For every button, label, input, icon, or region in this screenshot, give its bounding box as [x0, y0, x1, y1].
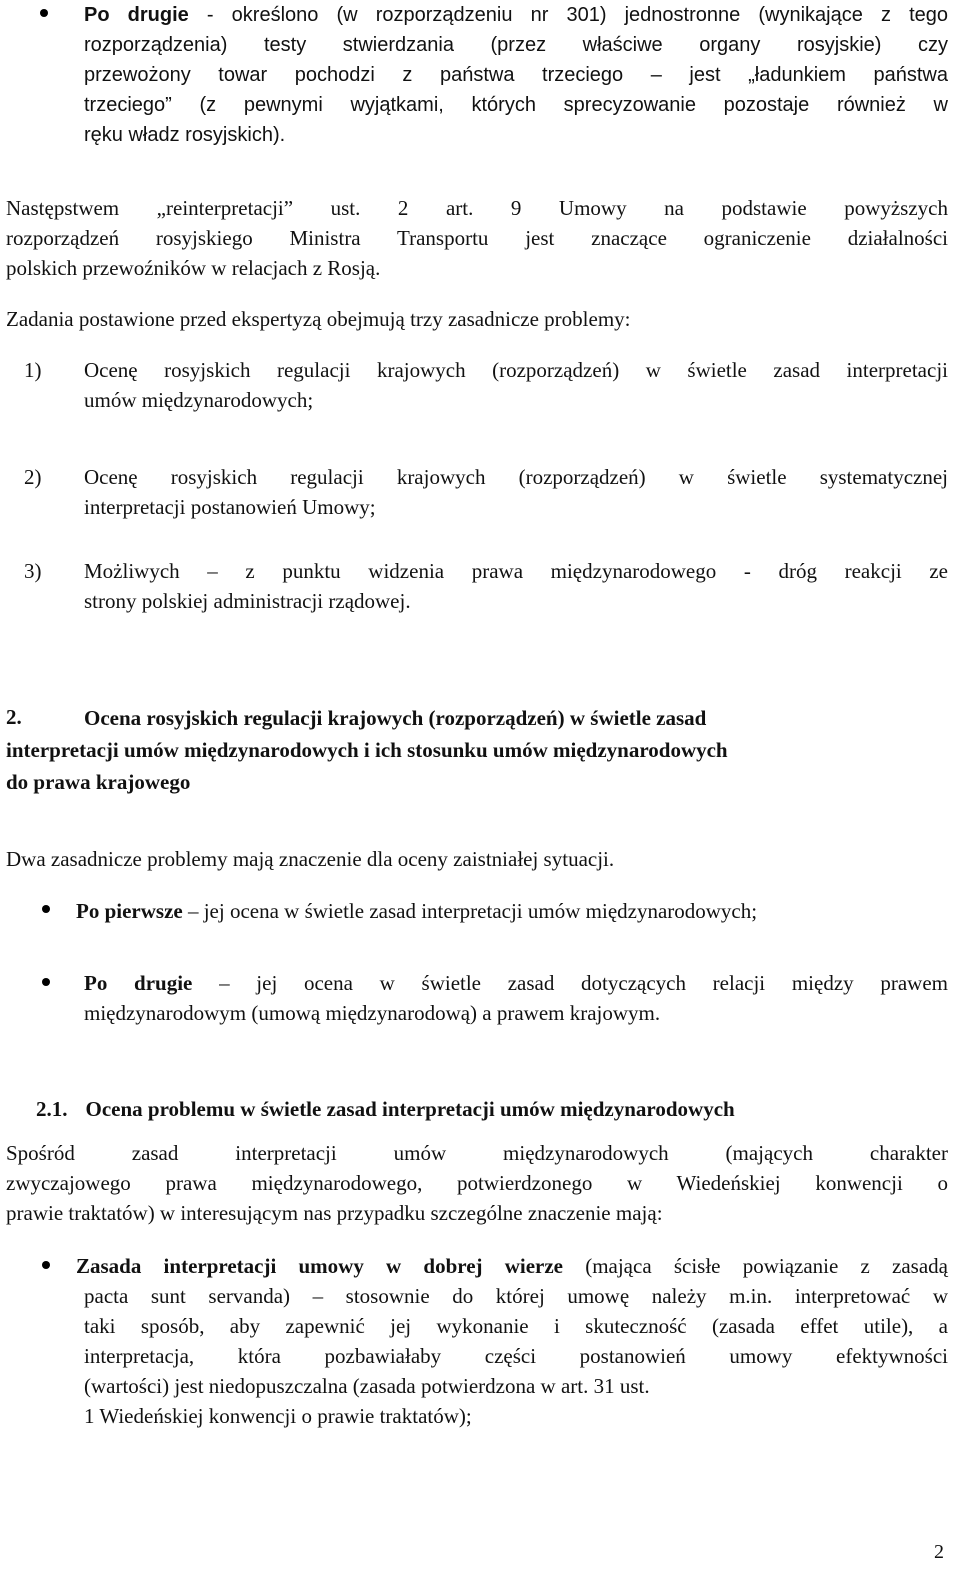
page-number: 2 [934, 1541, 944, 1563]
paragraph-sposrod: Spośród zasad interpretacji umów międzynarodowych (mających charakter zwyczajowego prawa międzynarodowego, potwierdzonego w Wiedeńskiej konwencji o prawie traktatów) w interesującym nas przypadku szczególne znaczenie mają: [6, 1141, 948, 1225]
bullet-icon [42, 1261, 50, 1269]
list-number: 3) [24, 559, 42, 583]
bullet-zasada-dobrej-wiary: Zasada interpretacji umowy w dobrej wierze (mająca ścisłe powiązanie z zasadą pacta sunt servanda) – stosownie do której umowę należy m.in. interpretować w taki sposób, aby zapewnić jej wykonanie i skuteczność (zasada effet utile), a interpretacja, która pozbawiałaby części postanowień umowy efektywności (wartości) jest niedopuszczalna (zasada potwierdzona w art. 31 ust. 1 Wiedeńskiej konwencji o prawie traktatów); [76, 1254, 948, 1428]
paragraph-nastepstwem: Następstwem „reinterpretacji” ust. 2 art. 9 Umowy na podstawie powyższych rozporządzeń rosyjskiego Ministra Transportu jest znaczące ograniczenie działalności polskich przewoźników w relacjach z Rosją. [6, 196, 948, 280]
list-item: Ocenę rosyjskich regulacji krajowych (rozporządzeń) w świetle systematycznej interpretacji postanowień Umowy; [84, 465, 948, 519]
paragraph-po-drugie-1: Po drugie - określono (w rozporządzeniu nr 301) jednostronne (wynikające z tego rozporządzenia) testy stwierdzania (przez właściwe organy rosyjskie) czy przewożony towar pochodzi z państwa trzeciego – jest „ładunkiem państwa trzeciego” (z pewnymi wyjątkami, których sprecyzowanie pozostaje również w ręku władz rosyjskich). [84, 4, 948, 146]
bullet-icon [42, 905, 50, 913]
list-item: Ocenę rosyjskich regulacji krajowych (rozporządzeń) w świetle zasad interpretacji umów międzynarodowych; [84, 358, 948, 412]
bullet-po-drugie: Po drugie – jej ocena w świetle zasad dotyczących relacji między prawem międzynarodowym (umową międzynarodową) a prawem krajowym. [84, 971, 948, 1025]
bullet-po-pierwsze: Po pierwsze – jej ocena w świetle zasad interpretacji umów międzynarodowych; [76, 899, 758, 923]
bullet-icon [42, 978, 50, 986]
bold-lead: Po drugie [84, 4, 189, 26]
paragraph-zadania: Zadania postawione przed ekspertyzą obejmują trzy zasadnicze problemy: [6, 307, 631, 331]
list-number: 1) [24, 358, 42, 382]
section-heading: Ocena rosyjskich regulacji krajowych (rozporządzeń) w świetle zasad interpretacji umów międzynarodowych i ich stosunku umów międzynarodowych do prawa krajowego [6, 706, 728, 794]
paragraph-dwa-problemy: Dwa zasadnicze problemy mają znaczenie dla oceny zaistniałej sytuacji. [6, 847, 615, 871]
list-item: Możliwych – z punktu widzenia prawa międzynarodowego - dróg reakcji ze strony polskiej administracji rządowej. [84, 559, 948, 613]
bullet-icon [40, 9, 48, 17]
subsection-heading: 2.1. Ocena problemu w świetle zasad interpretacji umów międzynarodowych [36, 1097, 735, 1121]
section-number: 2. [6, 705, 22, 729]
list-number: 2) [24, 465, 42, 489]
